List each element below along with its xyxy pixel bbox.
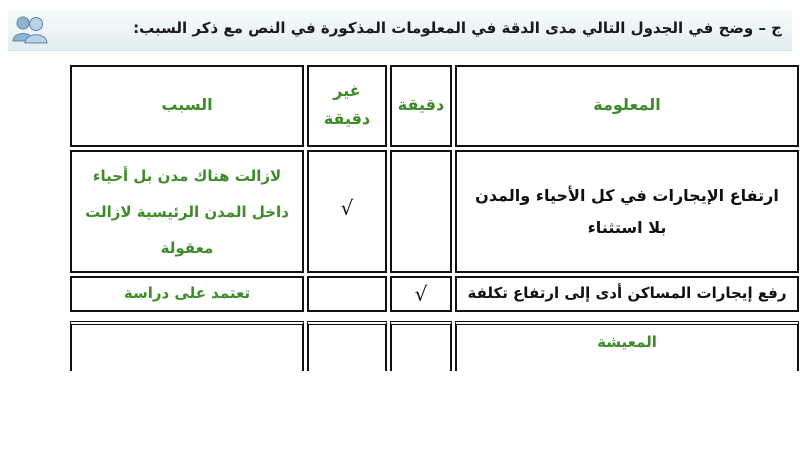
instruction-bar xyxy=(8,10,792,51)
row3-reason-cell xyxy=(70,321,304,371)
header-reason: السبب xyxy=(161,95,213,114)
row1-reason-cell xyxy=(70,150,304,273)
header-info-cell xyxy=(455,65,799,147)
row2-accurate-cell xyxy=(390,276,452,312)
row1-reason: لازالت هناك مدن بل أحياء داخل المدن الرئيسية لازالت معقولة xyxy=(85,167,289,257)
row2-info-cell xyxy=(455,276,799,312)
row1-info-cell xyxy=(455,150,799,273)
row2-accurate: √ xyxy=(414,282,428,306)
header-inaccurate-cell xyxy=(307,65,387,147)
row2-reason: تعتمد على دراسة xyxy=(123,284,251,302)
row2-info: رفع إيجارات المساكن أدى إلى ارتفاع تكلفة xyxy=(467,284,787,302)
row3-info: المعيشة xyxy=(597,333,657,351)
row2-inaccurate-cell xyxy=(307,276,387,312)
row2-reason-cell xyxy=(70,276,304,312)
row3-inaccurate-cell xyxy=(307,321,387,371)
header-info: المعلومة xyxy=(593,95,661,114)
row1-info: ارتفاع الإيجارات في كل الأحياء والمدن بلا استثناء xyxy=(475,186,779,237)
row1-inaccurate: √ xyxy=(340,196,354,220)
row1-accurate-cell xyxy=(390,150,452,273)
header-inaccurate: غير دقيقة xyxy=(323,81,371,128)
row3-info-cell xyxy=(455,321,799,371)
row3-accurate-cell xyxy=(390,321,452,371)
row1-inaccurate-cell xyxy=(307,150,387,273)
accuracy-table xyxy=(70,65,800,371)
header-accurate: دقيقة xyxy=(397,95,445,114)
header-accurate-cell xyxy=(390,65,452,147)
header-reason-cell xyxy=(70,65,304,147)
instruction-text: ج – وضح في الجدول التالي مدى الدقة في المعلومات المذكورة في النص مع ذكر السبب: xyxy=(133,19,782,37)
users-icon xyxy=(12,14,48,44)
